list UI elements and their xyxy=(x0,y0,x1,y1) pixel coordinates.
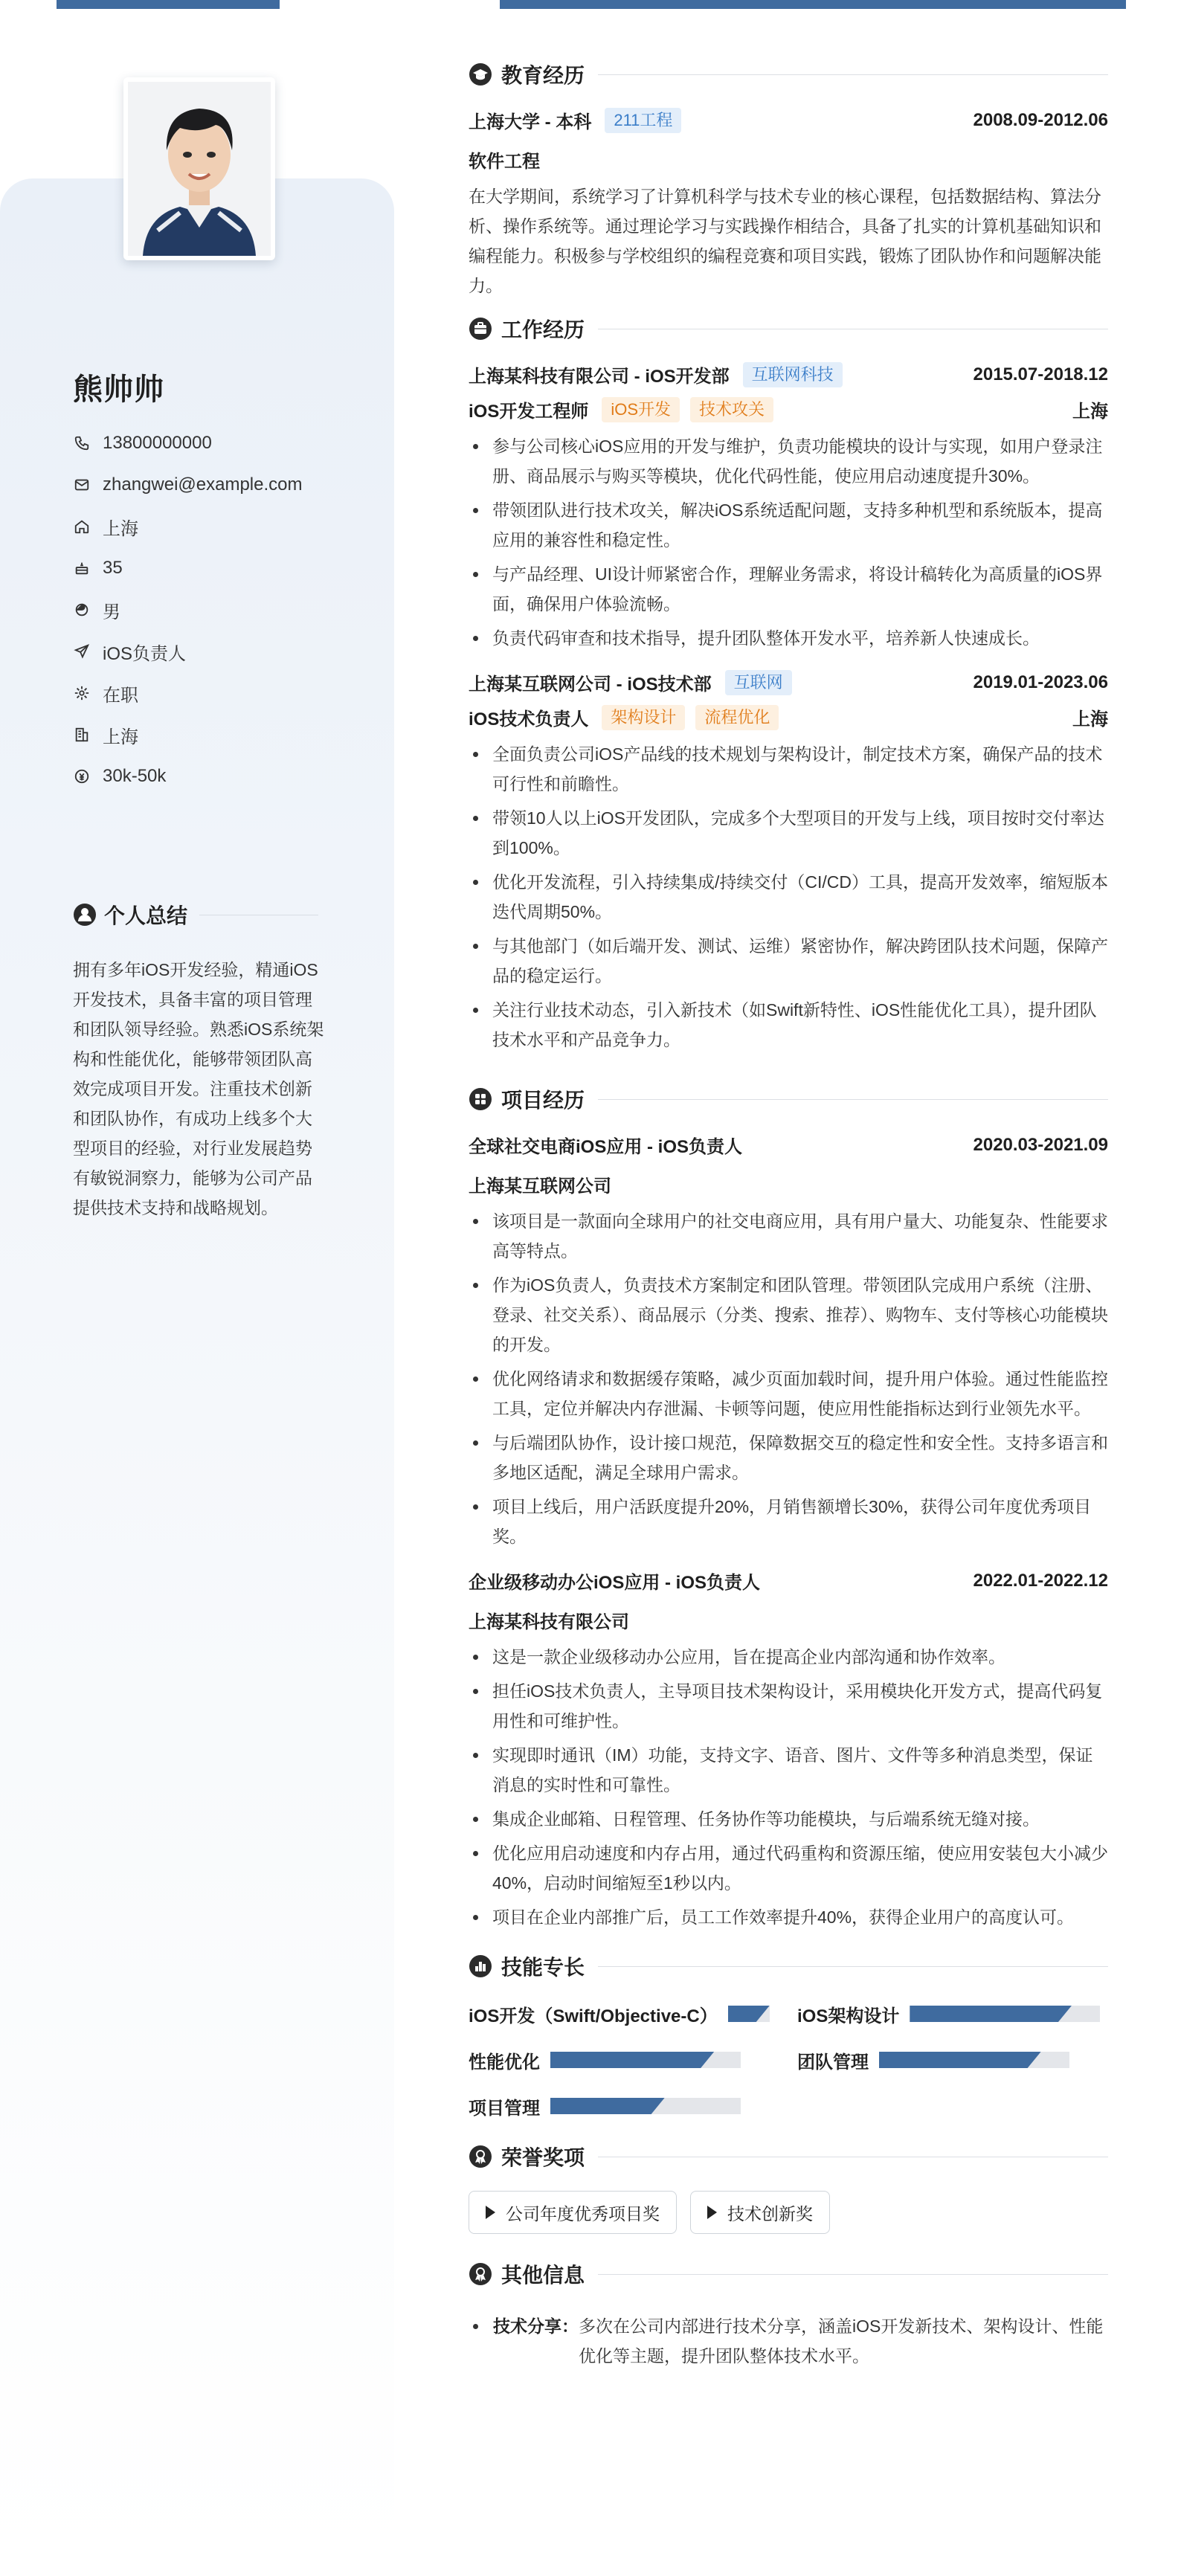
main-column xyxy=(469,57,1108,2371)
list-item: 与产品经理、UI设计师紧密合作，理解业务需求，将设计稿转化为高质量的iOS界面，确保用户体验流畅。 xyxy=(469,559,1108,619)
info-text: 在职 xyxy=(103,685,138,706)
award-text: 公司年度优秀项目奖 xyxy=(506,2203,660,2224)
info-text: 上海 xyxy=(103,518,138,539)
building-icon xyxy=(73,726,91,744)
project-org-row xyxy=(469,1171,1108,1197)
project-org: 上海某科技有限公司 xyxy=(469,1612,629,1632)
skill-name: iOS架构设计 xyxy=(797,2006,900,2026)
mail-icon xyxy=(73,476,91,494)
education-description: 在大学期间，系统学习了计算机科学与技术专业的核心课程，包括数据结构、算法分析、操作系统等。通过理论学习与实践操作相结合，具备了扎实的计算机基础知识和编程能力。积极参与学校组织的编程竞赛和项目实践，锻炼了团队协作和问题解决能力。 xyxy=(469,187,1101,295)
project-date: 2022.01-2022.12 xyxy=(973,1570,1108,1591)
user-circle-icon xyxy=(73,903,97,927)
info-text: 13800000000 xyxy=(103,433,212,453)
list-item: 该项目是一款面向全球用户的社交电商应用，具有用户量大、功能复杂、性能要求高等特点。 xyxy=(469,1206,1108,1266)
skill-bar xyxy=(728,2006,770,2022)
skill-name: 团队管理 xyxy=(797,2052,869,2073)
skills-section-title xyxy=(469,1948,1108,1984)
project-header xyxy=(469,1568,1108,1594)
list-item: 实现即时通讯（IM）功能，支持文字、语音、图片、文件等多种消息类型，保证消息的实时性和可靠性。 xyxy=(469,1740,1108,1800)
award-chip xyxy=(690,2191,830,2234)
job-city: 上海 xyxy=(1072,402,1108,422)
list-item: 负责代码审查和技术指导，提升团队整体开发水平，培养新人快速成长。 xyxy=(469,623,1108,653)
top-accent-bar-left xyxy=(57,0,280,9)
other-label: 技术分享： xyxy=(493,2316,579,2336)
project-name: 全球社交电商iOS应用 - iOS负责人 xyxy=(469,1137,743,1157)
skill-bar xyxy=(550,2098,741,2114)
contact-info-list xyxy=(73,422,303,797)
info-phone xyxy=(73,422,303,464)
cake-icon xyxy=(73,559,91,577)
work-section-title xyxy=(469,311,1108,347)
play-icon xyxy=(486,2206,495,2219)
list-item: 带领团队进行技术攻关，解决iOS系统适配问题，支持多种机型和系统版本，提高应用的兼容性和稳定性。 xyxy=(469,495,1108,555)
send-icon xyxy=(73,643,91,660)
avatar-illustration xyxy=(128,82,271,256)
list-item: 作为iOS负责人，负责技术方案制定和团队管理。带领团队完成用户系统（注册、登录、社交关系）、商品展示（分类、搜索、推荐）、购物车、支付等核心功能模块的开发。 xyxy=(469,1270,1108,1359)
info-salary xyxy=(73,756,303,797)
top-accent-bar-right xyxy=(500,0,1126,9)
skill-bar xyxy=(910,2006,1100,2022)
info-status xyxy=(73,672,303,714)
job-bullets xyxy=(469,739,1108,1054)
info-city xyxy=(73,714,303,756)
project-org-row xyxy=(469,1607,1108,1633)
job-role-row xyxy=(469,396,1108,422)
project-date: 2020.03-2021.09 xyxy=(973,1134,1108,1155)
company-tag: 互联网 xyxy=(725,670,792,695)
skill-bar-fill xyxy=(728,2006,770,2022)
work-title-text: 工作经历 xyxy=(501,318,585,341)
gender-icon xyxy=(73,601,91,619)
education-header xyxy=(469,107,1108,133)
divider xyxy=(598,74,1108,75)
home-icon xyxy=(73,518,91,535)
list-item: 集成企业邮箱、日程管理、任务协作等功能模块，与后端系统无缝对接。 xyxy=(469,1804,1108,1834)
skills-grid xyxy=(469,1999,1108,2121)
skill-item xyxy=(797,2045,1108,2075)
list-item: 优化网络请求和数据缓存策略，减少页面加载时间，提升用户体验。通过性能监控工具，定位并解决内存泄漏、卡顿等问题，使应用性能指标达到行业领先水平。 xyxy=(469,1364,1108,1423)
skill-item xyxy=(797,1999,1108,2029)
phone-icon xyxy=(73,434,91,452)
awards-list xyxy=(469,2191,1108,2234)
info-gender xyxy=(73,589,303,631)
summary-title-text: 个人总结 xyxy=(104,904,188,927)
job-header xyxy=(469,361,1108,387)
list-item: 这是一款企业级移动办公应用，旨在提高企业内部沟通和协作效率。 xyxy=(469,1642,1108,1672)
job-company: 上海某互联网公司 - iOS技术部 xyxy=(469,674,712,695)
bar-chart-icon xyxy=(469,1954,492,1978)
awards-title-text: 荣誉奖项 xyxy=(501,2146,585,2169)
role-tag: 技术攻关 xyxy=(690,397,773,422)
list-item: 与后端团队协作，设计接口规范，保障数据交互的稳定性和安全性。支持多语言和多地区适配，满足全球用户需求。 xyxy=(469,1428,1108,1487)
other-item xyxy=(469,2311,1108,2371)
summary-section-title xyxy=(73,900,318,930)
divider xyxy=(598,1099,1108,1100)
info-text: 30k-50k xyxy=(103,766,167,786)
skill-name: iOS开发（Swift/Objective-C） xyxy=(469,2006,718,2026)
job-entry xyxy=(469,669,1108,1054)
list-item: 项目上线后，用户活跃度提升20%，月销售额增长30%，获得公司年度优秀项目奖。 xyxy=(469,1492,1108,1551)
list-item: 关注行业技术动态，引入新技术（如Swift新特性、iOS性能优化工具），提升团队技术水平和产品竞争力。 xyxy=(469,995,1108,1054)
project-entry xyxy=(469,1132,1108,1551)
projects-title-text: 项目经历 xyxy=(501,1089,585,1112)
job-date: 2015.07-2018.12 xyxy=(973,364,1108,384)
job-company: 上海某科技有限公司 - iOS开发部 xyxy=(469,367,730,387)
other-text: 多次在公司内部进行技术分享，涵盖iOS开发新技术、架构设计、性能优化等主题，提升团队整体技术水平。 xyxy=(579,2316,1104,2366)
info-text: 男 xyxy=(103,602,120,622)
info-email xyxy=(73,464,303,506)
other-title-text: 其他信息 xyxy=(501,2264,585,2287)
divider xyxy=(598,2274,1108,2275)
info-location xyxy=(73,506,303,547)
divider xyxy=(598,1966,1108,1967)
candidate-name: 熊帅帅 xyxy=(73,373,164,406)
skill-bar-fill xyxy=(550,2098,665,2114)
skills-title-text: 技能专长 xyxy=(501,1956,585,1979)
skill-bar-fill xyxy=(879,2052,1041,2068)
job-role-row xyxy=(469,704,1108,730)
job-date: 2019.01-2023.06 xyxy=(973,672,1108,692)
project-header xyxy=(469,1132,1108,1158)
skill-name: 性能优化 xyxy=(469,2052,540,2073)
company-tag: 互联网科技 xyxy=(743,362,843,387)
skill-item xyxy=(469,2045,797,2075)
info-text: zhangwei@example.com xyxy=(103,474,303,495)
award-chip xyxy=(469,2191,677,2234)
info-text: iOS负责人 xyxy=(103,643,187,664)
project-entry xyxy=(469,1568,1108,1932)
skill-item xyxy=(469,2091,797,2121)
job-bullets xyxy=(469,431,1108,653)
status-icon xyxy=(73,684,91,702)
skill-name: 项目管理 xyxy=(469,2098,540,2119)
job-city: 上海 xyxy=(1072,709,1108,730)
education-section-title xyxy=(469,57,1108,92)
project-name: 企业级移动办公iOS应用 - iOS负责人 xyxy=(469,1573,761,1593)
skill-bar xyxy=(550,2052,741,2068)
award-icon xyxy=(469,2262,492,2286)
list-item: 参与公司核心iOS应用的开发与维护，负责功能模块的设计与实现，如用户登录注册、商品展示与购买等模块，优化代码性能，使应用启动速度提升30%。 xyxy=(469,431,1108,491)
list-item: 带领10人以上iOS开发团队，完成多个大型项目的开发与上线，项目按时交付率达到100%。 xyxy=(469,803,1108,863)
award-text: 技术创新奖 xyxy=(727,2203,813,2224)
list-item: 担任iOS技术负责人，主导项目技术架构设计，采用模块化开发方式，提高代码复用性和可维护性。 xyxy=(469,1676,1108,1736)
briefcase-icon xyxy=(469,317,492,341)
project-org: 上海某互联网公司 xyxy=(469,1176,611,1197)
info-text: 35 xyxy=(103,558,123,578)
play-icon xyxy=(707,2206,717,2219)
school-tag: 211工程 xyxy=(605,108,681,133)
job-header xyxy=(469,669,1108,695)
education-date: 2008.09-2012.06 xyxy=(973,109,1108,130)
project-bullets xyxy=(469,1206,1108,1551)
info-text: 上海 xyxy=(103,727,138,747)
awards-section-title xyxy=(469,2139,1108,2174)
graduation-cap-icon xyxy=(469,62,492,86)
award-icon xyxy=(469,2145,492,2168)
school-name: 上海大学 - 本科 xyxy=(469,112,592,132)
list-item: 全面负责公司iOS产品线的技术规划与架构设计，制定技术方案，确保产品的技术可行性和前瞻性。 xyxy=(469,739,1108,799)
projects-section-title xyxy=(469,1081,1108,1117)
job-role: iOS开发工程师 xyxy=(469,402,589,422)
info-position xyxy=(73,631,303,672)
list-item: 项目在企业内部推广后，员工工作效率提升40%，获得企业用户的高度认可。 xyxy=(469,1902,1108,1932)
major: 软件工程 xyxy=(469,152,540,172)
bullet-dot xyxy=(473,2324,478,2329)
summary-text: 拥有多年iOS开发经验，精通iOS开发技术，具备丰富的项目管理和团队领导经验。熟悉iOS系统架构和性能优化，能够带领团队高效完成项目开发。注重技术创新和团队协作，有成功上线多个大型项目的经验，对行业发展趋势有敏锐洞察力，能够为公司产品提供技术支持和战略规划。 xyxy=(73,960,324,1217)
role-tag: 架构设计 xyxy=(602,705,685,730)
skill-bar xyxy=(879,2052,1069,2068)
project-bullets xyxy=(469,1642,1108,1932)
skill-item xyxy=(469,1999,797,2029)
profile-photo xyxy=(123,77,275,260)
info-age xyxy=(73,547,303,589)
job-entry xyxy=(469,361,1108,653)
other-section-title xyxy=(469,2256,1108,2292)
list-item: 优化开发流程，引入持续集成/持续交付（CI/CD）工具，提高开发效率，缩短版本迭代周期50%。 xyxy=(469,867,1108,927)
role-tag: iOS开发 xyxy=(602,397,680,422)
skill-bar-fill xyxy=(910,2006,1072,2022)
education-major-row xyxy=(469,146,1108,173)
job-role: iOS技术负责人 xyxy=(469,709,589,730)
salary-icon xyxy=(73,767,91,785)
list-item: 与其他部门（如后端开发、测试、运维）紧密协作，解决跨团队技术问题，保障产品的稳定运行。 xyxy=(469,931,1108,991)
skill-bar-fill xyxy=(550,2052,714,2068)
education-title-text: 教育经历 xyxy=(501,64,585,87)
list-item: 优化应用启动速度和内存占用，通过代码重构和资源压缩，使应用安装包大小减少40%，启动时间缩短至1秒以内。 xyxy=(469,1838,1108,1898)
role-tag: 流程优化 xyxy=(695,705,779,730)
grid-icon xyxy=(469,1087,492,1111)
